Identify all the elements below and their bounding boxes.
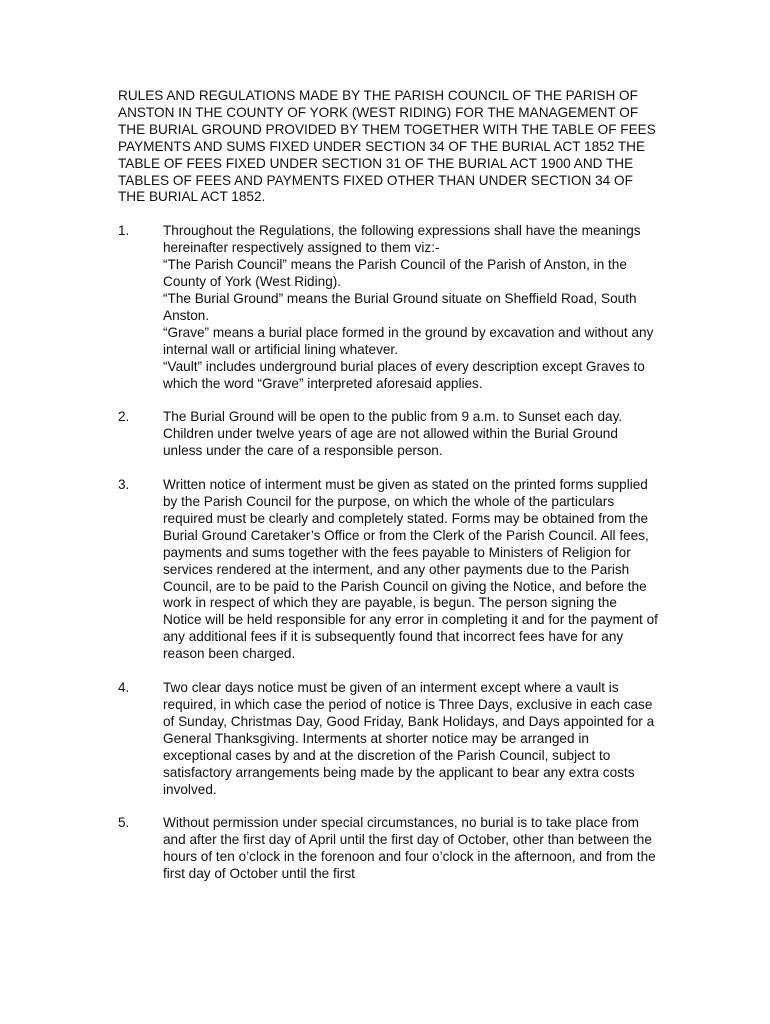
rule-1 bbox=[118, 223, 658, 392]
definition-parish-council: “The Parish Council” means the Parish Council of the Parish of Anston, in the County of York (West Riding). bbox=[163, 257, 627, 290]
rule-body bbox=[163, 477, 658, 663]
rule-paragraph: The Burial Ground will be open to the public from 9 a.m. to Sunset each day. Children under twelve years of age are not allowed within the Burial Ground unless under the care of a responsible person. bbox=[163, 409, 623, 459]
rule-number: 1. bbox=[118, 223, 130, 239]
definition-grave: “Grave” means a burial place formed in the ground by excavation and without any internal wall or artificial lining whatever. bbox=[163, 324, 654, 357]
rule-body bbox=[163, 815, 658, 883]
rule-number: 5. bbox=[118, 815, 130, 831]
rule-4 bbox=[118, 680, 658, 798]
rule-number: 3. bbox=[118, 477, 130, 493]
rule-body bbox=[163, 223, 658, 392]
rule-paragraph: Without permission under special circumstances, no burial is to take place from and after the first day of April until the first day of October, other than between the hours of ten o’clock in the forenoon and four o’clock in the afternoon, and from the first day of October until the first bbox=[163, 815, 656, 882]
rule-3 bbox=[118, 477, 658, 663]
rule-paragraph: Two clear days notice must be given of an interment except where a vault is required, in which case the period of notice is Three Days, exclusive in each case of Sunday, Christmas Day, Good Friday, Bank Holidays, and Days appointed for a General Thanksgiving. Interments at shorter notice may be arranged in exceptional cases by and at the discretion of the Parish Council, subject to satisfactory arrangements being made by the applicant to bear any extra costs involved. bbox=[163, 680, 655, 797]
document-heading: RULES AND REGULATIONS MADE BY THE PARISH COUNCIL OF THE PARISH OF ANSTON IN THE COUNTY OF YORK (WEST RIDING) FOR THE MANAGEMENT OF THE BURIAL GROUND PROVIDED BY THEM TOGETHER WITH THE TABLE OF FEES PAYMENTS AND SUMS FIXED UNDER SECTION 34 OF THE BURIAL ACT 1852 THE TABLE OF FEES FIXED UNDER SECTION 31 OF THE BURIAL ACT 1900 AND THE TABLES OF FEES AND PAYMENTS FIXED OTHER THAN UNDER SECTION 34 OF THE BURIAL ACT 1852. bbox=[118, 88, 656, 205]
rule-2 bbox=[118, 409, 658, 460]
definition-burial-ground: “The Burial Ground” means the Burial Ground situate on Sheffield Road, South Anston. bbox=[163, 290, 637, 323]
rule-body bbox=[163, 409, 658, 460]
rule-paragraph: Throughout the Regulations, the following expressions shall have the meanings hereinafter respectively assigned to them viz:- bbox=[163, 223, 641, 256]
rule-5 bbox=[118, 815, 658, 883]
document-content bbox=[118, 88, 658, 883]
rule-number: 4. bbox=[118, 680, 130, 696]
rule-paragraph: Written notice of interment must be given as stated on the printed forms supplied by the Parish Council for the purpose, on which the whole of the particulars required must be clearly and completely stated. Forms may be obtained from the Burial Ground Caretaker’s Office or from the Clerk of the Parish Council. All fees, payments and sums together with the fees payable to Ministers of Religion for services rendered at the interment, and any other payments due to the Parish Council, are to be paid to the Parish Council on giving the Notice, and before the work in respect of which they are payable, is begun. The person signing the Notice will be held responsible for any error in completing it and for the payment of any additional fees if it is subsequently found that incorrect fees have for any reason been charged. bbox=[163, 477, 658, 662]
definition-vault: “Vault” includes underground burial places of every description except Graves to which the word “Grave” interpreted aforesaid applies. bbox=[163, 358, 645, 391]
rule-number: 2. bbox=[118, 409, 130, 425]
rule-body bbox=[163, 680, 658, 798]
